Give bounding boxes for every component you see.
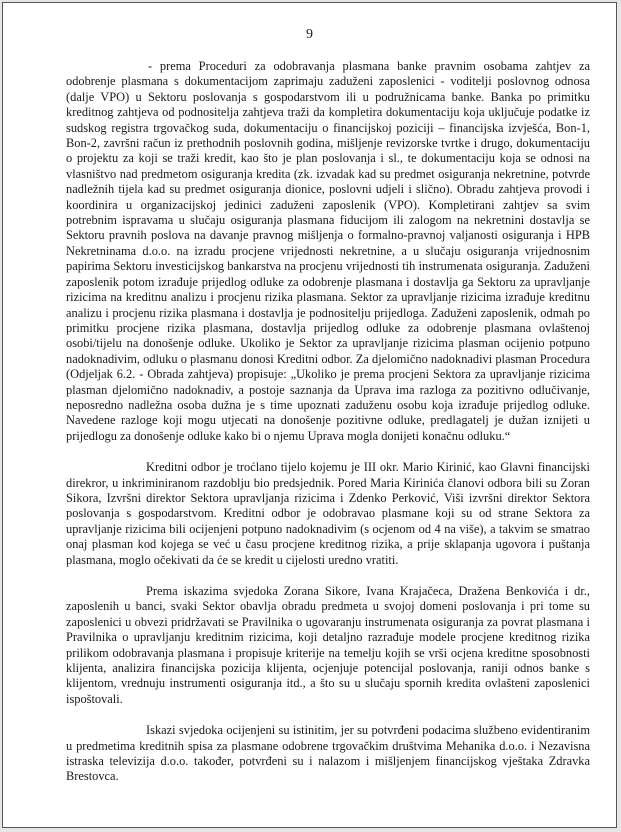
paragraph-procedure: - prema Proceduri za odobravanja plasmana banke pravnim osobama zahtjev za odobrenje plasmana s dokumentacijom zaprimaju zaduženi zaposlenici - voditelji poslovnog odnosa (dalje VPO) u Sektoru poslovanja s gospodarstvom ili u podružnicama banke. Banka po primitku kreditnog zahtjeva od podnositelja zahtjeva traži da kompletira dokumentaciju koja uključuje podatke iz sudskog registra trgovačkog suda, dokumentaciju o financijskoj poziciji – financijska izvješća, Bon-1, Bon-2, završni račun iz prethodnih poslovnih godina, mišljenje revizorske tvrtke i drugo, dokumentaciju o projektu za koji se traži kredit, kao što je plan poslovanja i sl., te dokumentaciju koja se odnosi na vlasništvo nad predmetom osiguranja kredita (zk. izvadak kad su predmet osiguranja nekretnine, potvrde nadležnih tijela kad su predmet osiguranja dionice, poslovni udjeli i slično). Obradu zahtjeva provodi i koordinira u organizacijskoj jedinici zaduženi zaposlenik (VPO). Kompletirani zahtjev sa svim potrebnim ispravama u slučaju osiguranja plasmana fiducijom ili zalogom na nekretnini dostavlja se Sektoru pravnih poslova na davanje pravnog mišljenja o formalno-pravnoj valjanosti osiguranja i HPB Nekretninama d.o.o. na izradu procjene vrijednosti nekretnine, a u slučaju osiguranja vrijednosnim papirima Sektoru investicijskog bankarstva na procjenu vrijednosti tih instrumenata osiguranja. Zaduženi zaposlenik potom izrađuje prijedlog odluke za odobrenje plasmana i dostavlja ga Sektoru za upravljanje rizicima na kreditnu analizu i procjenu rizika plasmana. Sektor za upravljanje rizicima izrađuje kreditnu analizu i procjenu rizika plasmana i dostavlja je podnositelju prijedloga. Zaduženi zaposlenik, odmah po primitku procjene rizika plasmana, dostavlja prijedlog odluke za odobrenje plasmana ovlaštenoj osobi/tijelu na donošenje odluke. Ukoliko je Sektor za upravljanje rizicima plasman ocijenio potpuno nadoknadivim, odluku o plasmanu donosi Kreditni odbor. Za djelomično nadoknadivi plasman Procedura (Odjeljak 6.2. - Obrada zahtjeva) propisuje: „Ukoliko je prema procjeni Sektora za upravljanje rizicima plasman djelomično nadoknadiv, a postoje saznanja da Uprava ima razloga za pozitivno odlučivanje, neposredno nadležna osoba dužna je s time upoznati zaduženu osobu koja izrađuje prijedlog odluke. Navedene razloge koji mogu utjecati na donošenje pozitivne odluke, predlagatelj je dužan iznijeti u prijedlogu za donošenje odluke kako bi o njemu Uprava mogla donijeti konačnu odluku.“	[66, 59, 590, 443]
paragraph-witness-statements: Prema iskazima svjedoka Zorana Sikore, Ivana Krajačeca, Dražena Benkovića i dr., zaposlenih u banci, svaki Sektor obavlja obradu predmeta u svojoj domeni poslovanja i pri tome su zaposlenici u obvezi pridržavati se Pravilnika o ugovaranju instrumenata osiguranja za povrat plasmana i Pravilnika o upravljanju kreditnim rizicima, koji detaljno razrađuje modele procjene kreditnog rizika prilikom odobravanja plasmana i propisuje kriterije na temelju kojih se vrši ocjena kreditne sposobnosti klijenta, analizira financijska pozicija klijenta, ocjenjuje potencijal poslovanja, raniji odnos banke s klijentom, vrednuju instrumenti osiguranja itd., a što su u slučaju spornih kredita ovlašteni zaposlenici ispoštovali.	[66, 584, 590, 706]
page-number: 9	[306, 27, 313, 42]
body-text	[66, 59, 590, 801]
paragraph-credit-committee: Kreditni odbor je troćlano tijelo kojemu je III okr. Mario Kirinić, kao Glavni financijski direkror, u inkriminiranom razdoblju bio predsjednik. Pored Maria Kirinića članovi odbora bili su Zoran Sikora, Izvršni direktor Sektora upravljanja rizicima i Zdenko Perković, Viši izvršni direktor Sektora poslovanja s gospodarstvom. Kreditni odbor je odobravao plasmane koji su od strane Sektora za upravljanje rizicima bili ocijenjeni potpuno nadoknadivim (s ocjenom od 4 na više), a takvim se smatrao onaj plasman kod kojega se već u času procjene kreditnog rizika, a prije sklapanja ugovora i puštanja plasmana, moglo očekivati da će se kredit u cijelosti uredno vratiti.	[66, 460, 590, 567]
paragraph-credibility: Iskazi svjedoka ocijenjeni su istinitim, jer su potvrđeni podacima službeno evidentiranim u predmetima kreditnih spisa za plasmane odobrene trgovačkim društvima Mehanika d.o.o. i Nezavisna istraska televizija d.o.o. također, potvrđeni su i nalazom i mišljenjem financijskog vještaka Zdravka Brestovca.	[66, 723, 590, 784]
document-page	[2, 2, 617, 828]
